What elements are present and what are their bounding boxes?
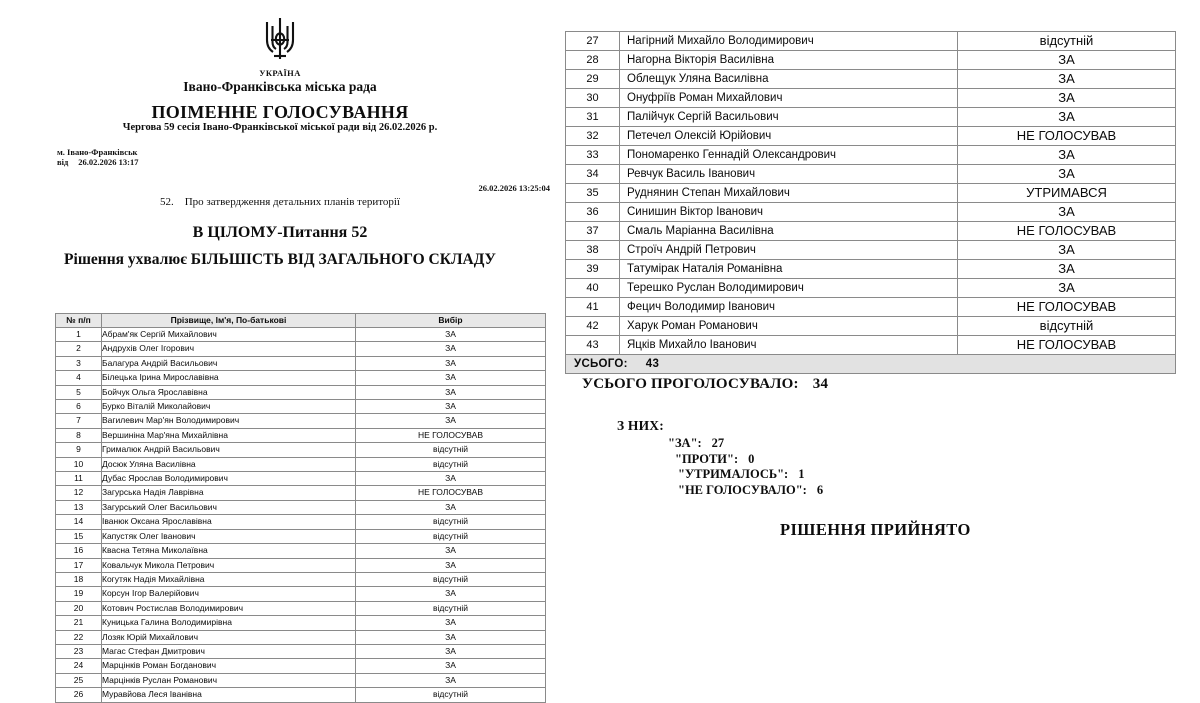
cell-name: Бурко Віталій Миколайович [102, 400, 356, 414]
vote-breakdown [617, 418, 823, 498]
total-label: УСЬОГО: [574, 358, 628, 370]
cell-name: Нагорна Вікторія Василівна [620, 51, 958, 70]
cell-num: 9 [56, 443, 102, 457]
cell-name: Іванюк Оксана Ярославівна [102, 515, 356, 529]
cell-name: Грималюк Андрій Васильович [102, 443, 356, 457]
council-name: Івано-Франківська міська рада [183, 79, 377, 94]
cell-num: 7 [56, 414, 102, 428]
date-label: від [57, 157, 69, 167]
cell-name: Терешко Руслан Володимирович [620, 279, 958, 298]
cell-num: 34 [566, 165, 620, 184]
cell-name: Харук Роман Романович [620, 317, 958, 336]
cell-name: Когутяк Надія Михайлівна [102, 572, 356, 586]
table-row [566, 222, 1176, 241]
ukraine-trident-emblem [263, 14, 297, 62]
cell-vote: ЗА [356, 673, 546, 687]
breakdown-item [668, 452, 823, 468]
cell-num: 22 [56, 630, 102, 644]
table-row [566, 127, 1176, 146]
total-cell [566, 355, 1176, 374]
cell-num: 17 [56, 558, 102, 572]
cell-vote: НЕ ГОЛОСУВАВ [958, 336, 1176, 355]
table-total-row [566, 355, 1176, 374]
cell-vote: ЗА [356, 342, 546, 356]
cell-vote: ЗА [356, 630, 546, 644]
cell-vote: НЕ ГОЛОСУВАВ [356, 486, 546, 500]
cell-name: Палійчук Сергій Васильович [620, 108, 958, 127]
table-row [56, 328, 546, 342]
cell-vote: ЗА [356, 659, 546, 673]
cell-vote: НЕ ГОЛОСУВАВ [958, 298, 1176, 317]
col-header-vote: Вибір [356, 314, 546, 328]
cell-num: 13 [56, 500, 102, 514]
cell-num: 10 [56, 457, 102, 471]
table-row [566, 241, 1176, 260]
cell-name: Котович Ростислав Володимирович [102, 601, 356, 615]
breakdown-label: "УТРИМАЛОСЬ": [678, 467, 789, 481]
table-row [56, 356, 546, 370]
cell-name: Петечел Олексій Юрійович [620, 127, 958, 146]
table-row [566, 32, 1176, 51]
cell-num: 1 [56, 328, 102, 342]
table-row [56, 385, 546, 399]
print-timestamp: 26.02.2026 13:25:04 [478, 183, 550, 193]
cell-num: 31 [566, 108, 620, 127]
cell-name: Руднянин Степан Михайлович [620, 184, 958, 203]
question-line [0, 196, 560, 208]
cell-vote: ЗА [958, 165, 1176, 184]
cell-vote: УТРИМАВСЯ [958, 184, 1176, 203]
cell-name: Синишин Віктор Іванович [620, 203, 958, 222]
cell-name: Облещук Уляна Василівна [620, 70, 958, 89]
total-voted-label: УСЬОГО ПРОГОЛОСУВАЛО: [582, 376, 799, 392]
cell-vote: відсутній [356, 601, 546, 615]
table-row [56, 400, 546, 414]
vote-table-right [565, 31, 1176, 374]
cell-num: 11 [56, 472, 102, 486]
vote-table-right-wrapper [565, 31, 1175, 374]
breakdown-item [668, 483, 823, 499]
cell-num: 16 [56, 544, 102, 558]
cell-name: Куницька Галина Володимирівна [102, 616, 356, 630]
cell-vote: ЗА [958, 70, 1176, 89]
breakdown-label: "ЗА": [668, 436, 702, 450]
cell-num: 6 [56, 400, 102, 414]
cell-vote: відсутній [356, 515, 546, 529]
cell-vote: ЗА [356, 472, 546, 486]
cell-num: 2 [56, 342, 102, 356]
table-row [566, 108, 1176, 127]
of-which-label: З НИХ: [617, 418, 664, 433]
cell-num: 32 [566, 127, 620, 146]
table-row [566, 260, 1176, 279]
cell-num: 19 [56, 587, 102, 601]
breakdown-list [617, 436, 823, 498]
total-value: 43 [645, 358, 660, 370]
cell-name: Загурська Надія Лаврівна [102, 486, 356, 500]
decision-rule: Рішення ухвалює БІЛЬШІСТЬ ВІД ЗАГАЛЬНОГО СКЛАДУ [64, 251, 496, 268]
cell-num: 12 [56, 486, 102, 500]
table-row [56, 659, 546, 673]
table-row [56, 673, 546, 687]
breakdown-label: "ПРОТИ": [675, 451, 739, 466]
cell-num: 26 [56, 688, 102, 702]
cell-vote: НЕ ГОЛОСУВАВ [958, 127, 1176, 146]
cell-vote: ЗА [356, 400, 546, 414]
table-row [56, 472, 546, 486]
table-row [56, 486, 546, 500]
cell-name: Марцінків Роман Богданович [102, 659, 356, 673]
cell-vote: ЗА [356, 644, 546, 658]
cell-num: 41 [566, 298, 620, 317]
cell-vote: ЗА [958, 279, 1176, 298]
table-row [566, 279, 1176, 298]
table-row [56, 544, 546, 558]
cell-vote: НЕ ГОЛОСУВАВ [356, 428, 546, 442]
cell-vote: ЗА [958, 260, 1176, 279]
table-row [566, 317, 1176, 336]
cell-num: 35 [566, 184, 620, 203]
cell-num: 15 [56, 529, 102, 543]
emblem-caption: УКРАЇНА [259, 68, 301, 78]
cell-vote: ЗА [356, 356, 546, 370]
cell-vote: ЗА [356, 500, 546, 514]
breakdown-value: 27 [711, 436, 725, 450]
cell-name: Нагірний Михайло Володимирович [620, 32, 958, 51]
table-row [56, 688, 546, 702]
cell-vote: ЗА [958, 203, 1176, 222]
cell-num: 39 [566, 260, 620, 279]
document-right-column [560, 0, 1200, 675]
cell-vote: ЗА [356, 544, 546, 558]
cell-vote: ЗА [356, 414, 546, 428]
cell-vote: відсутній [356, 572, 546, 586]
table-row [56, 371, 546, 385]
table-row [566, 146, 1176, 165]
table-row [566, 336, 1176, 355]
breakdown-value: 1 [798, 467, 805, 481]
table-row [56, 500, 546, 514]
table-row [56, 601, 546, 615]
cell-vote: ЗА [356, 587, 546, 601]
cell-name: Досюк Уляна Василівна [102, 457, 356, 471]
cell-vote: ЗА [356, 616, 546, 630]
table-row [566, 203, 1176, 222]
cell-num: 33 [566, 146, 620, 165]
final-decision: РІШЕННЯ ПРИЙНЯТО [780, 520, 971, 539]
cell-name: Яцків Михайло Іванович [620, 336, 958, 355]
cell-name: Лозяк Юрій Михайлович [102, 630, 356, 644]
cell-name: Білецька Ірина Мирославівна [102, 371, 356, 385]
cell-name: Фецич Володимир Іванович [620, 298, 958, 317]
breakdown-item [668, 467, 823, 483]
cell-vote: ЗА [958, 89, 1176, 108]
question-text: Про затвердження детальних планів території [184, 196, 400, 208]
cell-num: 8 [56, 428, 102, 442]
cell-num: 14 [56, 515, 102, 529]
cell-name: Квасна Тетяна Миколаївна [102, 544, 356, 558]
cell-num: 25 [56, 673, 102, 687]
col-header-number: № п/п [56, 314, 102, 328]
cell-num: 28 [566, 51, 620, 70]
table-row [566, 298, 1176, 317]
cell-name: Пономаренко Геннадій Олександрович [620, 146, 958, 165]
cell-vote: відсутній [356, 457, 546, 471]
cell-num: 21 [56, 616, 102, 630]
table-row [56, 572, 546, 586]
cell-name: Абрам'як Сергій Михайлович [102, 328, 356, 342]
session-line: Чергова 59 сесія Івано-Франківської міської ради від 26.02.2026 р. [122, 122, 438, 133]
cell-num: 4 [56, 371, 102, 385]
document-title: ПОІМЕННЕ ГОЛОСУВАННЯ [151, 102, 409, 122]
cell-vote: НЕ ГОЛОСУВАВ [958, 222, 1176, 241]
table-row [56, 515, 546, 529]
cell-num: 27 [566, 32, 620, 51]
table-row [56, 644, 546, 658]
place-line: м. Івано-Франківськ [57, 147, 138, 157]
cell-num: 30 [566, 89, 620, 108]
cell-num: 43 [566, 336, 620, 355]
table-row [566, 70, 1176, 89]
cell-name: Бойчук Ольга Ярославівна [102, 385, 356, 399]
cell-num: 3 [56, 356, 102, 370]
cell-num: 40 [566, 279, 620, 298]
table-row [566, 51, 1176, 70]
table-row [56, 457, 546, 471]
cell-num: 18 [56, 572, 102, 586]
col-header-name: Прізвище, Ім'я, По-батькові [102, 314, 356, 328]
cell-vote: ЗА [958, 51, 1176, 70]
breakdown-label: "НЕ ГОЛОСУВАЛО": [678, 482, 807, 497]
table-row [56, 428, 546, 442]
cell-name: Смаль Маріанна Василівна [620, 222, 958, 241]
cell-num: 24 [56, 659, 102, 673]
cell-name: Корсун Ігор Валерійович [102, 587, 356, 601]
cell-name: Ревчук Василь Іванович [620, 165, 958, 184]
cell-vote: відсутній [356, 443, 546, 457]
table-row [56, 414, 546, 428]
table-row [566, 89, 1176, 108]
cell-num: 20 [56, 601, 102, 615]
cell-num: 38 [566, 241, 620, 260]
vote-scope: В ЦІЛОМУ-Питання 52 [192, 224, 368, 241]
table-row [56, 630, 546, 644]
breakdown-value: 0 [748, 451, 755, 466]
breakdown-item [668, 436, 823, 452]
cell-num: 37 [566, 222, 620, 241]
table-row [56, 443, 546, 457]
cell-name: Онуфріїв Роман Михайлович [620, 89, 958, 108]
cell-num: 29 [566, 70, 620, 89]
cell-name: Капустяк Олег Іванович [102, 529, 356, 543]
table-row [566, 184, 1176, 203]
table-row [56, 587, 546, 601]
cell-vote: відсутній [958, 32, 1176, 51]
emblem-block [0, 14, 560, 78]
cell-vote: ЗА [356, 371, 546, 385]
cell-num: 36 [566, 203, 620, 222]
table-row [566, 165, 1176, 184]
cell-num: 42 [566, 317, 620, 336]
vote-table-left-wrapper [55, 313, 545, 703]
cell-name: Муравйова Леся Іванівна [102, 688, 356, 702]
cell-vote: ЗА [958, 146, 1176, 165]
cell-name: Вагилевич Мар'ян Володимирович [102, 414, 356, 428]
cell-name: Вершиніна Мар'яна Михайлівна [102, 428, 356, 442]
cell-name: Дубас Ярослав Володимирович [102, 472, 356, 486]
cell-vote: ЗА [356, 558, 546, 572]
document-left-column [0, 0, 560, 700]
total-voted-value: 34 [812, 376, 829, 392]
cell-vote: відсутній [356, 529, 546, 543]
breakdown-value: 6 [816, 482, 824, 497]
date-line [57, 157, 138, 167]
cell-vote: ЗА [356, 328, 546, 342]
vote-table-left [55, 313, 546, 703]
table-row [56, 529, 546, 543]
table-row [56, 342, 546, 356]
table-row [56, 616, 546, 630]
cell-name: Строїч Андрій Петрович [620, 241, 958, 260]
cell-num: 5 [56, 385, 102, 399]
cell-name: Загурський Олег Васильович [102, 500, 356, 514]
question-number: 52. [159, 196, 174, 208]
cell-vote: ЗА [958, 108, 1176, 127]
cell-vote: відсутній [356, 688, 546, 702]
cell-name: Магас Стефан Дмитрович [102, 644, 356, 658]
total-voted-line [582, 376, 828, 393]
table-header-row [56, 314, 546, 328]
cell-vote: відсутній [958, 317, 1176, 336]
cell-name: Балагура Андрій Васильович [102, 356, 356, 370]
cell-name: Андрухів Олег Ігорович [102, 342, 356, 356]
table-row [56, 558, 546, 572]
cell-num: 23 [56, 644, 102, 658]
cell-name: Татумірак Наталія Романівна [620, 260, 958, 279]
cell-vote: ЗА [356, 385, 546, 399]
date-value: 26.02.2026 13:17 [78, 157, 139, 167]
cell-name: Ковальчук Микола Петрович [102, 558, 356, 572]
cell-vote: ЗА [958, 241, 1176, 260]
cell-name: Марцінків Руслан Романович [102, 673, 356, 687]
